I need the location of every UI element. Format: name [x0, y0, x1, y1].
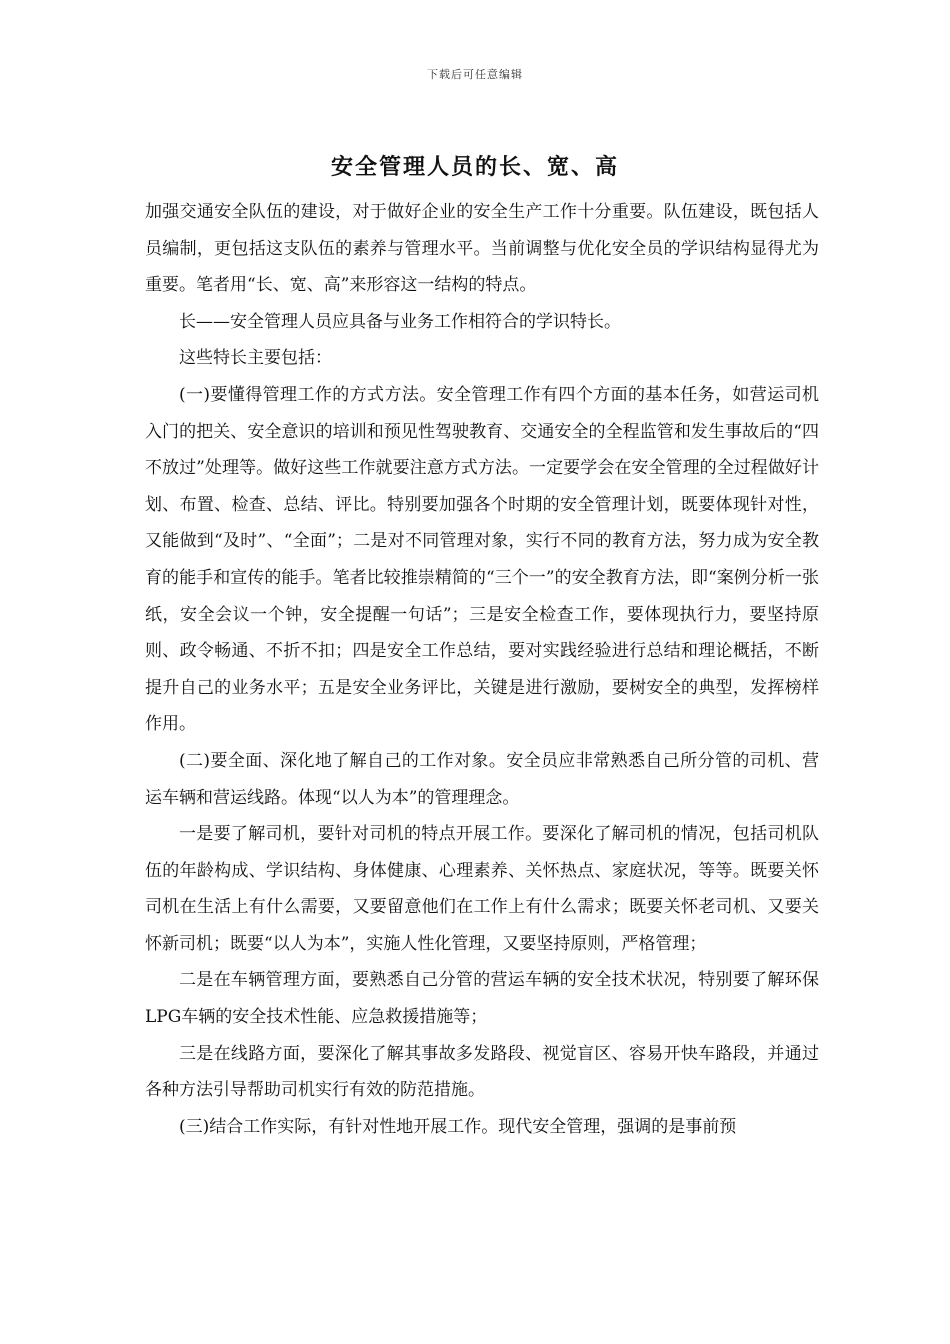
paragraph-routes: 三是在线路方面，要深化了解其事故多发路段、视觉盲区、容易开快车路段，并通过各种方法引导帮助司机实行有效的防范措施。	[145, 1043, 819, 1101]
paragraph-section-three: (三)结合工作实际，有针对性地开展工作。现代安全管理，强调的是事前预	[179, 1116, 737, 1137]
paragraph-specialties-intro: 这些特长主要包括：	[179, 348, 332, 369]
document-body	[145, 194, 819, 1145]
paragraph-length-definition: 长——安全管理人员应具备与业务工作相符合的学识特长。	[179, 311, 621, 332]
paragraph-vehicles: 二是在车辆管理方面，要熟悉自己分管的营运车辆的安全技术状况，特别要了解环保LPG车辆的安全技术性能、应急救援措施等；	[145, 970, 819, 1028]
paragraph-section-one: (一)要懂得管理工作的方式方法。安全管理工作有四个方面的基本任务，如营运司机入门的把关、安全意识的培训和预见性驾驶教育、交通安全的全程监管和发生事故后的“四不放过”处理等。做好这些工作就要注意方式方法。一定要学会在安全管理的全过程做好计划、布置、检查、总结、评比。特别要加强各个时期的安全管理计划，既要体现针对性，又能做到“及时”、“全面”；二是对不同管理对象，实行不同的教育方法，努力成为安全教育的能手和宣传的能手。笔者比较推崇精简的“三个一”的安全教育方法，即“案例分析一张纸，安全会议一个钟，安全提醒一句话”；三是安全检查工作，要体现执行力，要坚持原则、政令畅通、不折不扣；四是安全工作总结，要对实践经验进行总结和理论概括，不断提升自己的业务水平；五是安全业务评比，关键是进行激励，要树安全的典型，发挥榜样作用。	[145, 384, 819, 735]
document-title: 安全管理人员的长、宽、高	[330, 154, 619, 180]
paragraph-intro: 加强交通安全队伍的建设，对于做好企业的安全生产工作十分重要。队伍建设，既包括人员编制，更包括这支队伍的素养与管理水平。当前调整与优化安全员的学识结构显得尤为重要。笔者用“长、宽、高”来形容这一结构的特点。	[145, 202, 819, 296]
paragraph-section-two: (二)要全面、深化地了解自己的工作对象。安全员应非常熟悉自己所分管的司机、营运车辆和营运线路。体现“以人为本”的管理理念。	[145, 750, 819, 808]
paragraph-drivers: 一是要了解司机，要针对司机的特点开展工作。要深化了解司机的情况，包括司机队伍的年龄构成、学识结构、身体健康、心理素养、关怀热点、家庭状况，等等。既要关怀司机在生活上有什么需要，又要留意他们在工作上有什么需求；既要关怀老司机、又要关怀新司机；既要“以人为本”，实施人性化管理，又要坚持原则，严格管理；	[145, 824, 819, 954]
header-note: 下载后可任意编辑	[427, 68, 523, 81]
